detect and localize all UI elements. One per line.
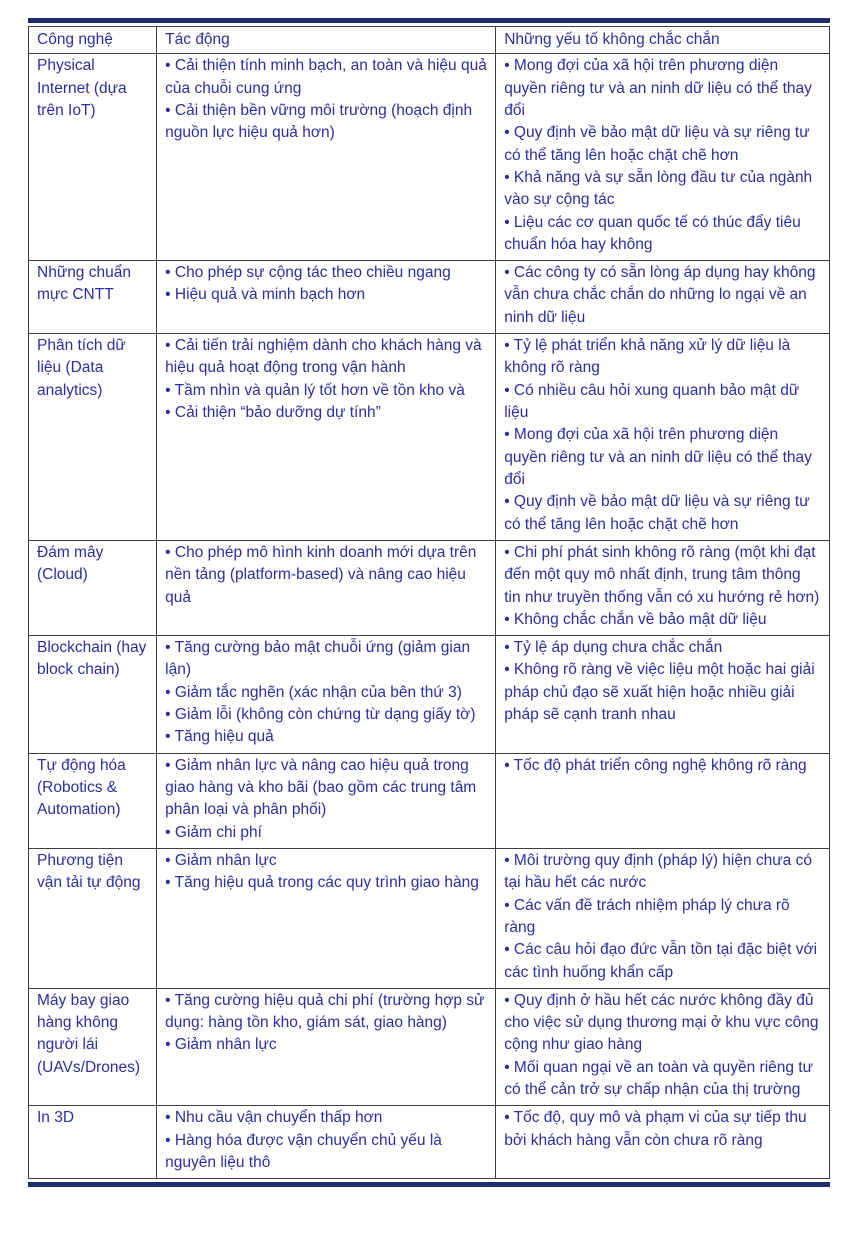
- impacts-cell: [157, 540, 496, 635]
- table-row: [29, 540, 830, 635]
- bullet-item: • Tăng cường hiệu quả chi phí (trường hợp sử dụng: hàng tồn kho, giám sát, giao hàng): [165, 991, 485, 1032]
- bullet-item: • Cải thiện bền vững môi trường (hoạch định nguồn lực hiệu quả hơn): [165, 101, 473, 142]
- bullet-item: • Tăng hiệu quả trong các quy trình giao hàng: [165, 874, 479, 892]
- bullet-item: • Cho phép mô hình kinh doanh mới dựa trên nền tảng (platform-based) và nâng cao hiệu quả: [165, 543, 477, 606]
- bullet-item: • Tăng hiệu quả: [165, 728, 274, 746]
- uncertainties-cell: [496, 753, 830, 848]
- impacts-cell: [157, 261, 496, 334]
- bullet-item: • Giảm lỗi (không còn chứng từ dạng giấy tờ): [165, 706, 476, 724]
- bullet-item: • Quy định về bảo mật dữ liệu và sự riêng tư có thể tăng lên hoặc chặt chẽ hơn: [504, 124, 810, 164]
- bullet-item: • Giảm nhân lực: [165, 851, 277, 869]
- bullet-item: • Cải thiện tính minh bạch, an toàn và hiệu quả của chuỗi cung ứng: [165, 57, 487, 97]
- technology-cell: Physical Internet (dựa trên IoT): [29, 54, 157, 261]
- bullet-item: • Tỷ lệ phát triển khả năng xử lý dữ liệu là không rõ ràng: [504, 337, 791, 377]
- bullet-item: • Hàng hóa được vận chuyển chủ yếu là nguyên liệu thô: [165, 1131, 442, 1171]
- impacts-cell: [157, 334, 496, 541]
- uncertainties-cell: [496, 261, 830, 334]
- technology-impact-table: [28, 26, 830, 1179]
- column-header-uncertainties: Những yếu tố không chắc chắn: [496, 27, 830, 54]
- impacts-cell: [157, 636, 496, 754]
- uncertainties-cell: [496, 1106, 830, 1179]
- uncertainties-cell: [496, 334, 830, 541]
- impacts-cell: [157, 1106, 496, 1179]
- uncertainties-cell: [496, 636, 830, 754]
- bullet-item: • Giảm nhân lực: [165, 1036, 277, 1054]
- bullet-item: • Cải tiến trải nghiệm dành cho khách hàng và hiệu quả hoạt động trong vận hành: [165, 337, 482, 377]
- table-row: [29, 988, 830, 1106]
- uncertainties-cell: [496, 988, 830, 1106]
- bullet-item: • Hiệu quả và minh bạch hơn: [165, 286, 366, 304]
- bullet-item: • Quy định về bảo mật dữ liệu và sự riêng tư có thể tăng lên hoặc chặt chẽ hơn: [504, 493, 810, 533]
- table-row: [29, 1106, 830, 1179]
- uncertainties-cell: [496, 848, 830, 988]
- impacts-cell: [157, 848, 496, 988]
- bullet-item: • Các công ty có sẵn lòng áp dụng hay không vẫn chưa chắc chắn do những lo ngại về an ninh dữ liệu: [504, 264, 816, 326]
- bullet-item: • Mong đợi của xã hội trên phương diện quyền riêng tư và an ninh dữ liệu có thể thay đổi: [504, 57, 812, 119]
- bullet-item: • Tỷ lệ áp dụng chưa chắc chắn: [504, 639, 723, 657]
- bullet-item: • Chi phí phát sinh không rõ ràng (một khi đạt đến một quy mô nhất định, trung tâm thông tin như truyền thống vẫn có xu hướng rẻ hơn): [504, 543, 820, 606]
- bullet-item: • Khả năng và sự sẵn lòng đầu tư của ngành vào sự cộng tác: [504, 168, 813, 209]
- column-header-technology: Công nghệ: [29, 27, 157, 54]
- table-row: [29, 261, 830, 334]
- bullet-item: • Có nhiều câu hỏi xung quanh bảo mật dữ liệu: [504, 381, 800, 421]
- bullet-item: • Quy định ở hầu hết các nước không đầy đủ cho việc sử dụng thương mại ở khu vực công cộng như giao hàng: [504, 991, 819, 1054]
- table-row: [29, 54, 830, 261]
- uncertainties-cell: [496, 540, 830, 635]
- header-row: [29, 27, 830, 54]
- bullet-item: • Mong đợi của xã hội trên phương diện quyền riêng tư và an ninh dữ liệu có thể thay đổi: [504, 426, 812, 488]
- impacts-cell: [157, 753, 496, 848]
- technology-cell: In 3D: [29, 1106, 157, 1179]
- bullet-item: • Tốc độ phát triển công nghệ không rõ ràng: [504, 756, 807, 774]
- bullet-item: • Giảm nhân lực và nâng cao hiệu quả trong giao hàng và kho bãi (bao gồm các trung tâm phân loại và phân phối): [165, 756, 477, 819]
- technology-cell: Blockchain (hay block chain): [29, 636, 157, 754]
- bullet-item: • Nhu cầu vận chuyển thấp hơn: [165, 1109, 383, 1127]
- bullet-item: • Mối quan ngại về an toàn và quyền riêng tư có thể cản trở sự chấp nhận của thị trường: [504, 1058, 813, 1099]
- technology-cell: Phân tích dữ liệu (Data analytics): [29, 334, 157, 541]
- impacts-cell: [157, 988, 496, 1106]
- technology-cell: Những chuẩn mực CNTT: [29, 261, 157, 334]
- bullet-item: • Giảm tắc nghẽn (xác nhận của bên thứ 3): [165, 683, 462, 701]
- technology-cell: Đám mây (Cloud): [29, 540, 157, 635]
- technology-cell: Máy bay giao hàng không người lái (UAVs/Drones): [29, 988, 157, 1106]
- uncertainties-cell: [496, 54, 830, 261]
- table-outer-frame: [28, 18, 830, 1187]
- table-row: [29, 636, 830, 754]
- technology-cell: Tự động hóa (Robotics & Automation): [29, 753, 157, 848]
- table-row: [29, 848, 830, 988]
- bullet-item: • Giảm chi phí: [165, 823, 262, 841]
- bullet-item: • Liệu các cơ quan quốc tế có thúc đẩy tiêu chuẩn hóa hay không: [504, 213, 801, 253]
- bullet-item: • Không chắc chắn về bảo mật dữ liệu: [504, 610, 767, 628]
- impacts-cell: [157, 54, 496, 261]
- bullet-item: • Cho phép sự cộng tác theo chiều ngang: [165, 264, 451, 282]
- bullet-item: • Không rõ ràng về việc liệu một hoặc hai giải pháp chủ đạo sẽ xuất hiện hoặc nhiều giải pháp sẽ cạnh tranh nhau: [504, 661, 815, 724]
- bullet-item: • Các câu hỏi đạo đức vẫn tồn tại đặc biệt với các tình huống khẩn cấp: [504, 941, 818, 981]
- bullet-item: • Tốc độ, quy mô và phạm vi của sự tiếp thu bởi khách hàng vẫn còn chưa rõ ràng: [504, 1109, 807, 1149]
- technology-cell: Phương tiện vận tải tự động: [29, 848, 157, 988]
- column-header-impact: Tác động: [157, 27, 496, 54]
- bullet-item: • Các vấn đề trách nhiệm pháp lý chưa rõ ràng: [504, 896, 790, 936]
- table-row: [29, 753, 830, 848]
- table-body: [29, 54, 830, 1179]
- bullet-item: • Tăng cường bảo mật chuỗi ứng (giảm gian lận): [165, 639, 471, 679]
- table-row: [29, 334, 830, 541]
- bullet-item: • Cải thiện “bảo dưỡng dự tính”: [165, 404, 381, 421]
- bullet-item: • Tầm nhìn và quản lý tốt hơn về tồn kho và: [165, 381, 465, 399]
- bullet-item: • Môi trường quy định (pháp lý) hiện chưa có tại hầu hết các nước: [504, 851, 812, 892]
